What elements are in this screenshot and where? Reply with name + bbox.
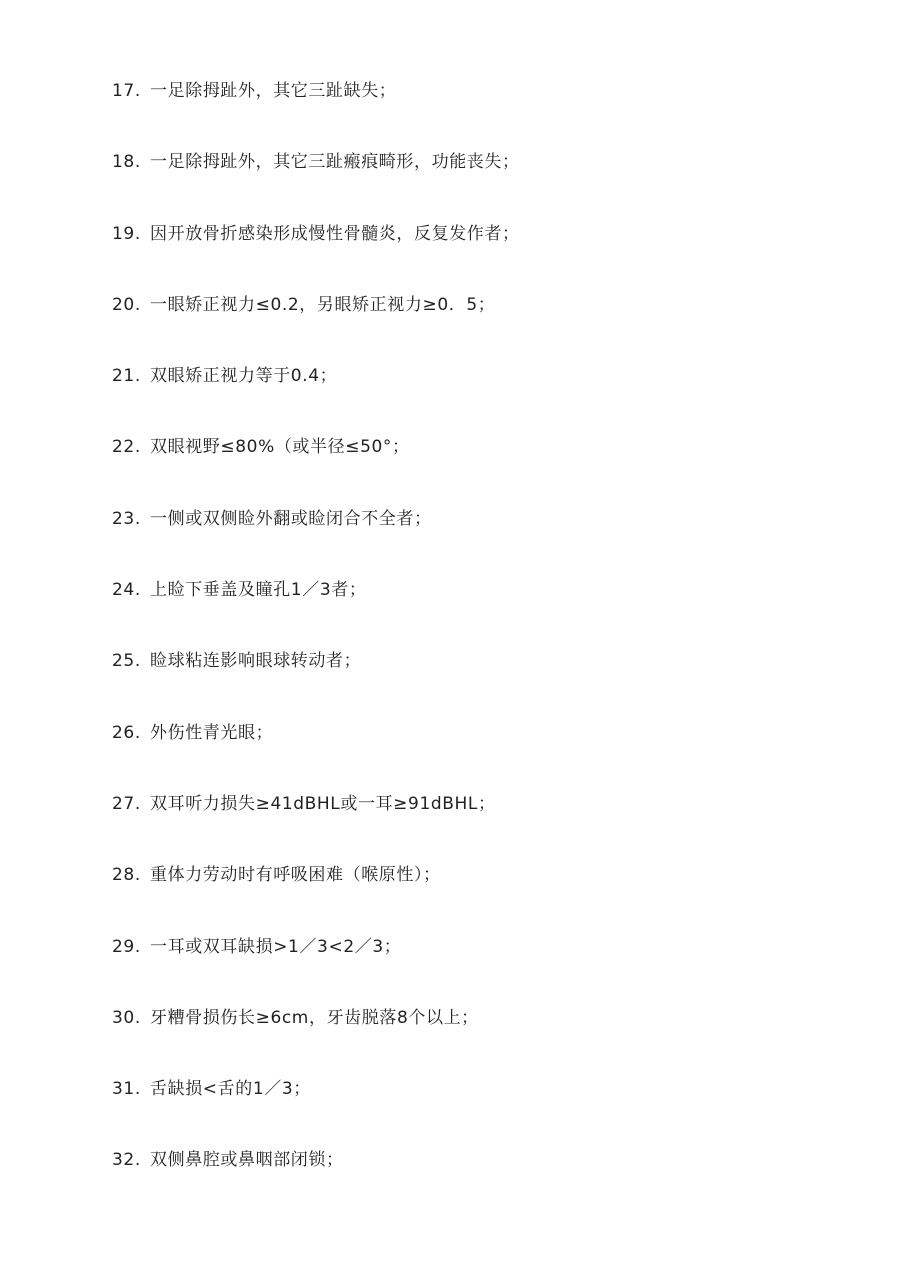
list-item (112, 78, 872, 149)
item-text: 上睑下垂盖及瞳孔1／3者； (150, 580, 367, 601)
item-text: 一耳或双耳缺损>1／3<2／3； (150, 936, 402, 957)
item-number: 21. (112, 366, 141, 387)
item-text: 双眼矫正视力等于0.4； (150, 366, 338, 387)
item-text: 一眼矫正视力≤0.2，另眼矫正视力≥0．5； (150, 294, 496, 315)
item-number: 31. (112, 1079, 141, 1100)
list-item (112, 1147, 872, 1218)
item-number: 29. (112, 936, 141, 957)
item-number: 32. (112, 1150, 141, 1171)
item-number: 24. (112, 580, 141, 601)
item-text: 一足除拇趾外，其它三趾瘢痕畸形，功能丧失； (150, 152, 520, 173)
item-number: 23. (112, 508, 141, 529)
list-item (112, 1005, 872, 1076)
document-body (112, 78, 872, 1219)
item-text: 牙糟骨损伤长≥6cm，牙齿脱落8个以上； (150, 1007, 479, 1028)
item-text: 一侧或双侧睑外翻或睑闭合不全者； (150, 508, 432, 529)
list-item (112, 648, 872, 719)
list-item (112, 221, 872, 292)
list-item (112, 506, 872, 577)
item-number: 26. (112, 722, 141, 743)
list-item (112, 292, 872, 363)
item-number: 25. (112, 651, 141, 672)
item-text: 舌缺损<舌的1／3； (150, 1079, 311, 1100)
item-number: 19. (112, 223, 141, 244)
list-item (112, 363, 872, 434)
list-item (112, 577, 872, 648)
item-text: 双侧鼻腔或鼻咽部闭锁； (150, 1150, 344, 1171)
item-text: 双眼视野≤80%（或半径≤50°； (150, 437, 410, 458)
list-item (112, 791, 872, 862)
item-text: 一足除拇趾外，其它三趾缺失； (150, 81, 397, 101)
item-number: 28. (112, 865, 141, 886)
list-item (112, 934, 872, 1005)
item-text: 双耳听力损失≥41dBHL或一耳≥91dBHL； (150, 793, 496, 814)
list-item (112, 720, 872, 791)
item-number: 30. (112, 1007, 141, 1028)
list-item (112, 149, 872, 220)
item-number: 22. (112, 437, 141, 458)
item-text: 睑球粘连影响眼球转动者； (150, 651, 362, 672)
item-number: 20. (112, 294, 141, 315)
item-text: 因开放骨折感染形成慢性骨髓炎，反复发作者； (150, 223, 520, 244)
item-number: 18. (112, 152, 141, 173)
item-number: 27. (112, 793, 141, 814)
item-text: 重体力劳动时有呼吸困难（喉原性）； (150, 865, 441, 886)
item-number: 17. (112, 81, 141, 101)
list-item (112, 1076, 872, 1147)
list-item (112, 862, 872, 933)
item-text: 外伤性青光眼； (150, 722, 274, 743)
list-item (112, 434, 872, 505)
